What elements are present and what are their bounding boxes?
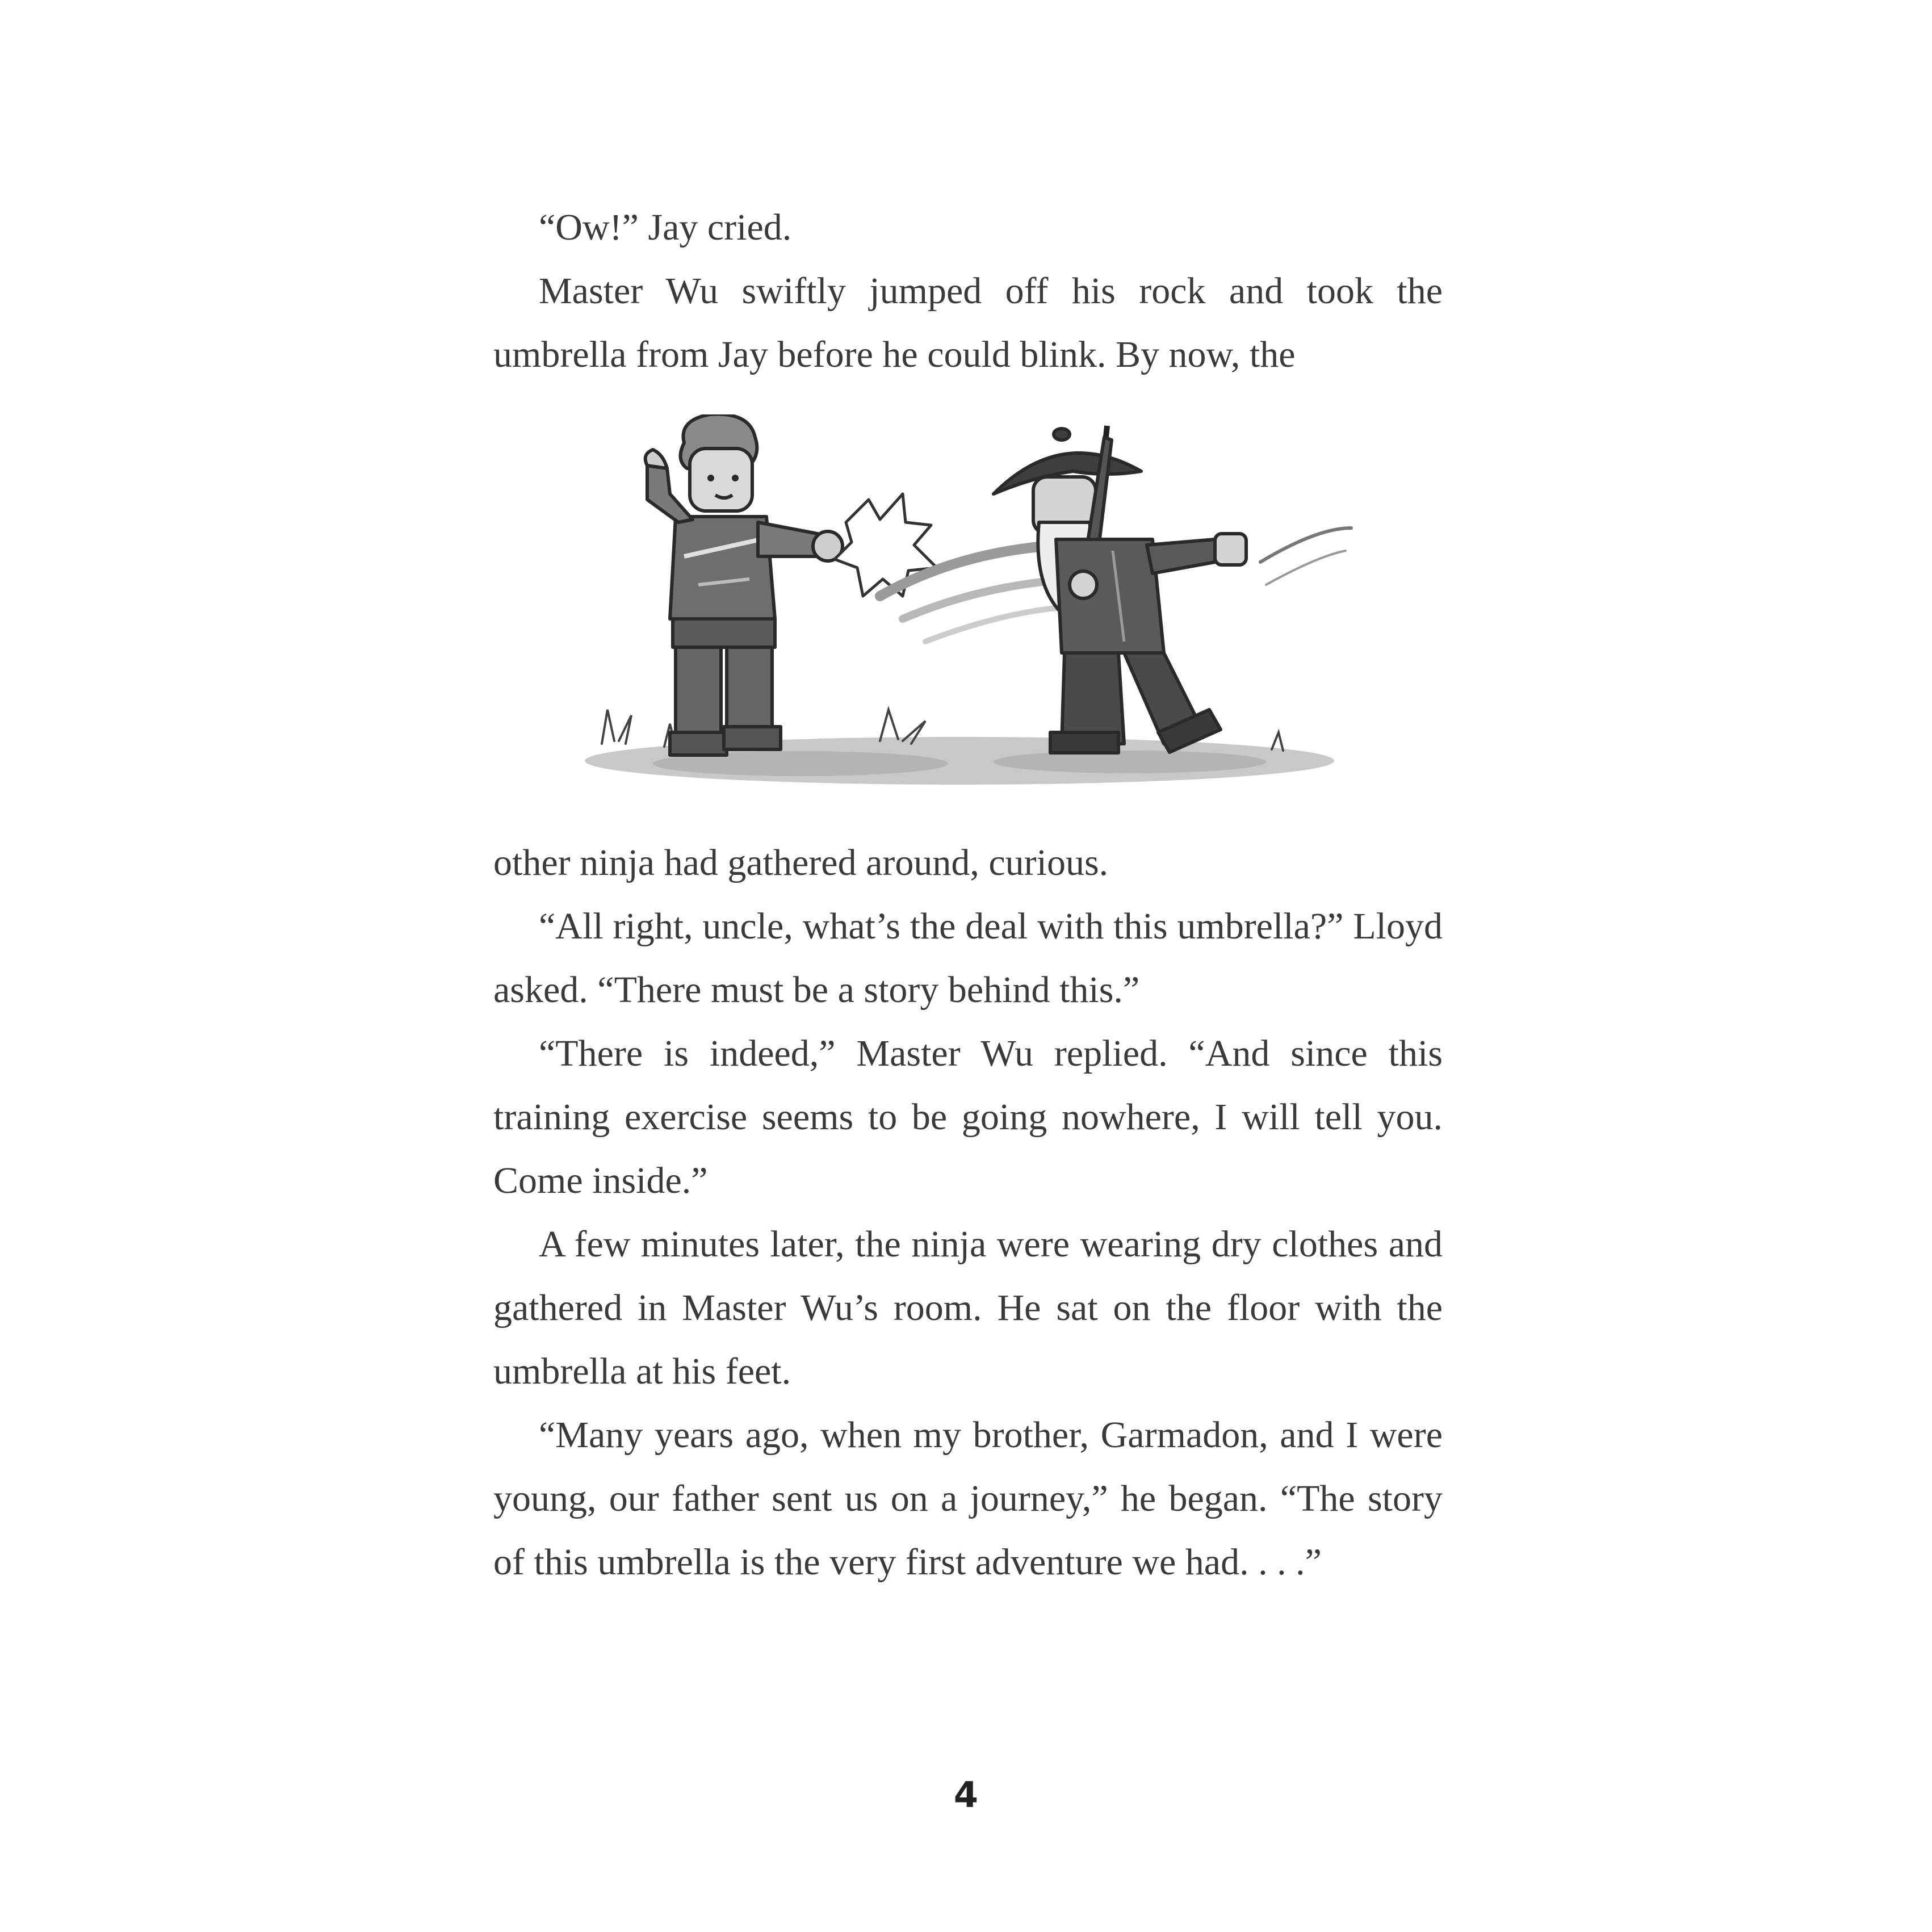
master-wu-figure (994, 426, 1246, 753)
paragraph: “Ow!” Jay cried. (539, 207, 792, 248)
page-number: 4 (953, 1774, 979, 1816)
text-block-bottom (493, 831, 1443, 1594)
jay-figure (646, 414, 843, 755)
paragraph: “Many years ago, when my brother, Garmadon, and I were young, our father sent us on a journey,” he began. “The story of this umbrella is the very first adventure we had. . . .” (493, 1414, 1443, 1583)
text-block-top (493, 196, 1443, 387)
paragraph: “All right, uncle, what’s the deal with this umbrella?” Lloyd asked. “There must be a story behind this.” (493, 906, 1443, 1011)
illustration-jay-and-master-wu (562, 414, 1368, 801)
paragraph: Master Wu swiftly jumped off his rock and took the umbrella from Jay before he could blink. By now, the (493, 270, 1443, 375)
paragraph: “There is indeed,” Master Wu replied. “And since this training exercise seems to be going nowhere, I will tell you. Come inside.” (493, 1033, 1443, 1201)
paragraph: other ninja had gathered around, curious. (493, 842, 1109, 883)
paragraph: A few minutes later, the ninja were wearing dry clothes and gathered in Master Wu’s room. He sat on the floor with the umbrella at his feet. (493, 1223, 1443, 1392)
